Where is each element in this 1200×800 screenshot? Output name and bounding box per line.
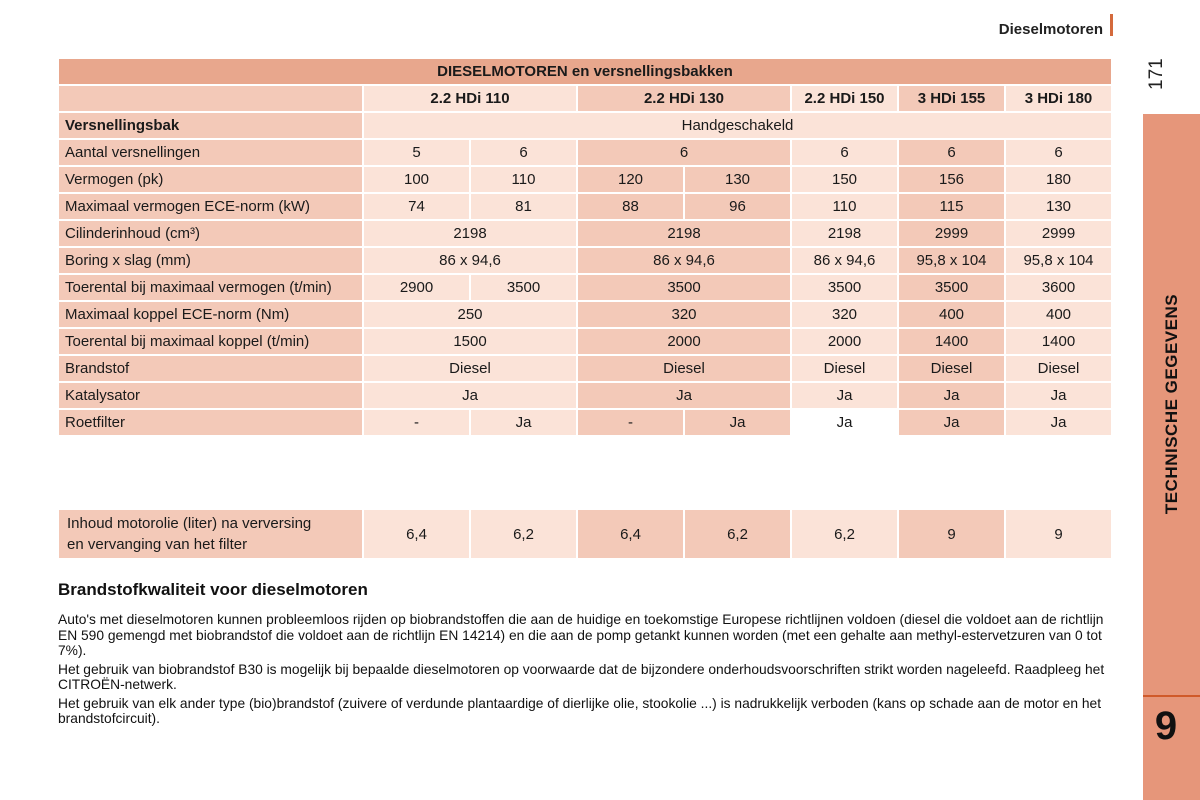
table-cell: 86 x 94,6 xyxy=(364,248,576,273)
table-cell: Ja xyxy=(685,410,790,435)
table-cell: 2198 xyxy=(364,221,576,246)
table-cell: 130 xyxy=(1006,194,1111,219)
engine-header: 2.2 HDi 130 xyxy=(578,86,790,111)
table-cell: 1400 xyxy=(1006,329,1111,354)
table-cell: 3500 xyxy=(471,275,576,300)
row-label: Aantal versnellingen xyxy=(59,140,362,165)
table-row xyxy=(59,383,1111,408)
table-cell: - xyxy=(578,410,683,435)
table-cell: 110 xyxy=(471,167,576,192)
table-cell: 96 xyxy=(685,194,790,219)
chapter-divider xyxy=(1143,695,1200,697)
table-row xyxy=(59,248,1111,273)
table-cell: 74 xyxy=(364,194,469,219)
table-cell: 110 xyxy=(792,194,897,219)
engine-header-row xyxy=(59,86,1111,111)
row-label: Toerental bij maximaal koppel (t/min) xyxy=(59,329,362,354)
table-cell: 2999 xyxy=(1006,221,1111,246)
table-cell: 320 xyxy=(792,302,897,327)
table-cell: Diesel xyxy=(792,356,897,381)
table-cell: 250 xyxy=(364,302,576,327)
oil-capacity-table xyxy=(57,508,1113,560)
table-cell: 120 xyxy=(578,167,683,192)
table-row xyxy=(59,329,1111,354)
engine-header: 2.2 HDi 110 xyxy=(364,86,576,111)
table-cell: 100 xyxy=(364,167,469,192)
table-cell: Ja xyxy=(1006,410,1111,435)
table-cell: 9 xyxy=(1006,510,1111,558)
table-row xyxy=(59,410,1111,435)
table-cell: 3500 xyxy=(792,275,897,300)
table-row xyxy=(59,194,1111,219)
table-cell: Diesel xyxy=(899,356,1004,381)
table-cell: Ja xyxy=(792,383,897,408)
table-cell: 88 xyxy=(578,194,683,219)
table-row xyxy=(59,356,1111,381)
table-row xyxy=(59,167,1111,192)
table-cell: 6 xyxy=(899,140,1004,165)
table-cell: 95,8 x 104 xyxy=(899,248,1004,273)
table-cell: Ja xyxy=(792,410,897,435)
row-label: Vermogen (pk) xyxy=(59,167,362,192)
table-cell: - xyxy=(364,410,469,435)
paragraph: Het gebruik van elk ander type (bio)brandstof (zuivere of verdunde plantaardige of dierlijke olie, stookolie ...) is nadrukkelijk verboden (kans op schade aan de motor en het brandstofcircuit). xyxy=(58,695,1102,726)
table-cell: 400 xyxy=(1006,302,1111,327)
row-label: Katalysator xyxy=(59,383,362,408)
table-cell: 2900 xyxy=(364,275,469,300)
table-cell: 2999 xyxy=(899,221,1004,246)
table-row xyxy=(59,221,1111,246)
table-cell: Ja xyxy=(1006,383,1111,408)
table-cell: 6,2 xyxy=(792,510,897,558)
table-cell: 115 xyxy=(899,194,1004,219)
table-cell: 3500 xyxy=(899,275,1004,300)
table-cell: Diesel xyxy=(1006,356,1111,381)
row-label: Brandstof xyxy=(59,356,362,381)
table-cell: 95,8 x 104 xyxy=(1006,248,1111,273)
table-cell: Handgeschakeld xyxy=(364,113,1111,138)
table-cell: 156 xyxy=(899,167,1004,192)
row-label: Maximaal vermogen ECE-norm (kW) xyxy=(59,194,362,219)
table-cell: Ja xyxy=(899,410,1004,435)
table-cell: 9 xyxy=(899,510,1004,558)
table-row xyxy=(59,510,1111,558)
paragraph: Het gebruik van biobrandstof B30 is mogelijk bij bepaalde dieselmotoren op voorwaarde dat de bijzondere onderhoudsvoorschriften strikt worden nageleefd. Raadpleeg het CITROËN-netwerk. xyxy=(58,661,1105,692)
paragraph: Auto's met dieselmotoren kunnen probleemloos rijden op biobrandstoffen die aan de huidige en toekomstige Europese richtlijnen voldoen (diesel die voldoet aan de richtlijn EN 590 gemengd met biobrandstof die voldoet aan de richtlijn EN 14214) en die aan de pomp getankt kunnen worden (met een gehalte aan methyl-estervetzuren van 0 tot 7%). xyxy=(58,612,1104,658)
table-cell: 6 xyxy=(1006,140,1111,165)
oil-label-line: en vervanging van het filter xyxy=(67,536,248,553)
table-cell: 6,2 xyxy=(471,510,576,558)
table-cell: Diesel xyxy=(364,356,576,381)
table-cell: Ja xyxy=(578,383,790,408)
chapter-side-title xyxy=(1143,114,1200,694)
table-cell: 6,4 xyxy=(364,510,469,558)
chapter-title-text: TECHNISCHE GEGEVENS xyxy=(1161,293,1181,515)
row-label: Maximaal koppel ECE-norm (Nm) xyxy=(59,302,362,327)
table-cell: Diesel xyxy=(578,356,790,381)
table-cell: 86 x 94,6 xyxy=(578,248,790,273)
table-cell: 81 xyxy=(471,194,576,219)
page-number: 171 xyxy=(1146,58,1167,90)
corner-cell xyxy=(59,86,362,111)
table-cell: 86 x 94,6 xyxy=(792,248,897,273)
table-cell: 2000 xyxy=(578,329,790,354)
table-cell: 2198 xyxy=(578,221,790,246)
table-cell: Ja xyxy=(899,383,1004,408)
table-cell: 3600 xyxy=(1006,275,1111,300)
table-cell: 6 xyxy=(792,140,897,165)
table-row xyxy=(59,302,1111,327)
row-label: Toerental bij maximaal vermogen (t/min) xyxy=(59,275,362,300)
section-heading: Brandstofkwaliteit voor dieselmotoren xyxy=(58,580,368,599)
table-cell: 1500 xyxy=(364,329,576,354)
chapter-number: 9 xyxy=(1154,704,1178,748)
table-cell: 6 xyxy=(578,140,790,165)
row-label: Boring x slag (mm) xyxy=(59,248,362,273)
row-label: Cilinderinhoud (cm³) xyxy=(59,221,362,246)
table-title-row xyxy=(59,59,1111,84)
table-row xyxy=(59,140,1111,165)
table-cell: 2198 xyxy=(792,221,897,246)
oil-label-line: Inhoud motorolie (liter) na verversing xyxy=(67,515,312,532)
engine-header: 2.2 HDi 150 xyxy=(792,86,897,111)
section-body xyxy=(58,612,1118,730)
table-cell: 150 xyxy=(792,167,897,192)
table-cell: 1400 xyxy=(899,329,1004,354)
table-cell: 3500 xyxy=(578,275,790,300)
table-cell: 2000 xyxy=(792,329,897,354)
table-cell: 6 xyxy=(471,140,576,165)
table-cell: 400 xyxy=(899,302,1004,327)
row-label: Roetfilter xyxy=(59,410,362,435)
table-cell: 6,4 xyxy=(578,510,683,558)
running-header: Dieselmotoren xyxy=(998,21,1103,38)
table-cell: 5 xyxy=(364,140,469,165)
engine-header: 3 HDi 155 xyxy=(899,86,1004,111)
table-row xyxy=(59,275,1111,300)
table-cell: Ja xyxy=(364,383,576,408)
table-cell: 6,2 xyxy=(685,510,790,558)
table-cell: 130 xyxy=(685,167,790,192)
engine-header: 3 HDi 180 xyxy=(1006,86,1111,111)
row-label xyxy=(59,510,362,558)
row-label: Versnellingsbak xyxy=(59,113,362,138)
table-row xyxy=(59,113,1111,138)
table-cell: 180 xyxy=(1006,167,1111,192)
header-accent-line xyxy=(1110,14,1113,36)
table-cell: 320 xyxy=(578,302,790,327)
table-title: DIESELMOTOREN en versnellingsbakken xyxy=(59,59,1111,84)
engine-spec-table xyxy=(57,57,1113,437)
table-cell: Ja xyxy=(471,410,576,435)
